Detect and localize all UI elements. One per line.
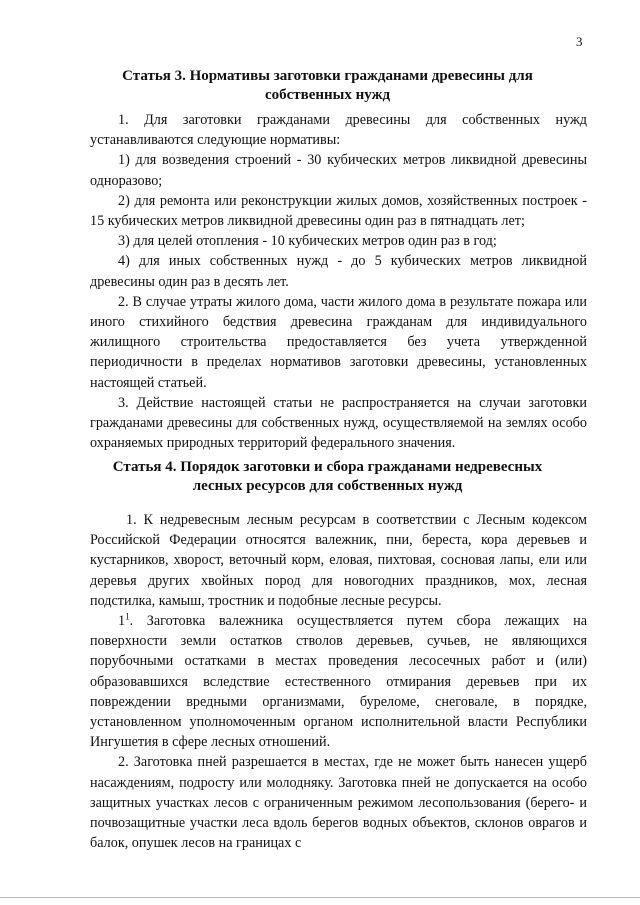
article-3-paragraph: 1) для возведения строений - 30 кубических метров ликвидной древесины одноразово; [90, 152, 587, 189]
article-3-heading [90, 67, 565, 105]
article-3-title-line1: Статья 3. Нормативы заготовки гражданами древесины для [122, 68, 533, 84]
scan-edge-line [0, 897, 640, 898]
article-4-heading [90, 458, 565, 496]
article-3-paragraph: 4) для иных собственных нужд - до 5 кубических метров ликвидной древесины один раз в десять лет. [90, 253, 587, 290]
article-4-title-line2: лесных ресурсов для собственных нужд [192, 478, 463, 494]
page-number: 3 [576, 34, 583, 49]
article-3-paragraph: 3. Действие настоящей статьи не распространяется на случаи заготовки гражданами древесины для собственных нужд, осуществляемой на землях особо охраняемых природных территорий федерального значения. [90, 394, 587, 452]
article-4-body [90, 510, 587, 853]
article-3-title-line2: собственных нужд [264, 87, 391, 103]
article-3-paragraph: 3) для целей отопления - 10 кубических метров один раз в год; [118, 233, 497, 250]
paragraph-superscript: 1 [125, 611, 130, 622]
article-4-paragraph-1-1 [90, 611, 587, 752]
article-4-paragraph: 2. Заготовка пней разрешается в местах, где не может быть нанесен ущерб насаждениям, подросту или молодняку. Заготовка пней не допускается на особо защитных участках лесов с ограниченным режимом лесопользования (берего- и почвозащитные участки леса вдоль берегов водных объектов, склонов оврагов и балок, опушек лесов на границах с [90, 754, 587, 852]
article-3-paragraph: 2. В случае утраты жилого дома, части жилого дома в результате пожара или иного стихийного бедствия древесина гражданам для индивидуального жилищного строительства предоставляется без учета утвержденной периодичности в пределах нормативов заготовки древесины, установленных настоящей статьей. [90, 293, 587, 391]
article-4-paragraph: 1. К недревесным лесным ресурсам в соответствии с Лесным кодексом Российской Федерации относятся валежник, пни, береста, кора деревьев и кустарников, хворост, веточный корм, еловая, пихтовая, сосновая лапы, ели или деревья других хвойных пород для новогодних праздников, мох, лесная подстилка, камыш, тростник и подобные лесные ресурсы. [90, 512, 587, 609]
article-3-body [90, 110, 587, 453]
article-3-paragraph: 1. Для заготовки гражданами древесины для собственных нужд устанавливаются следующие нормативы: [90, 112, 587, 149]
paragraph-number: 1 [118, 613, 126, 630]
paragraph-text: . Заготовка валежника осуществляется путем сбора лежащих на поверхности земли остатков стволов деревьев, сучьев, не являющихся порубочными остатками в местах проведения лесосечных работ и (или) образовавшихся вследствие естественного отмирания деревьев при их повреждении вредными организмами, буреломе, снеговале, в порядке, установленном уполномоченным органом исполнительной власти Республики Ингушетия в сфере лесных отношений. [90, 613, 587, 751]
article-3-paragraph: 2) для ремонта или реконструкции жилых домов, хозяйственных построек - 15 кубических метров ликвидной древесины один раз в пятнадцать лет; [90, 192, 587, 230]
article-4-title-line1: Статья 4. Порядок заготовки и сбора гражданами недревесных [112, 459, 543, 475]
